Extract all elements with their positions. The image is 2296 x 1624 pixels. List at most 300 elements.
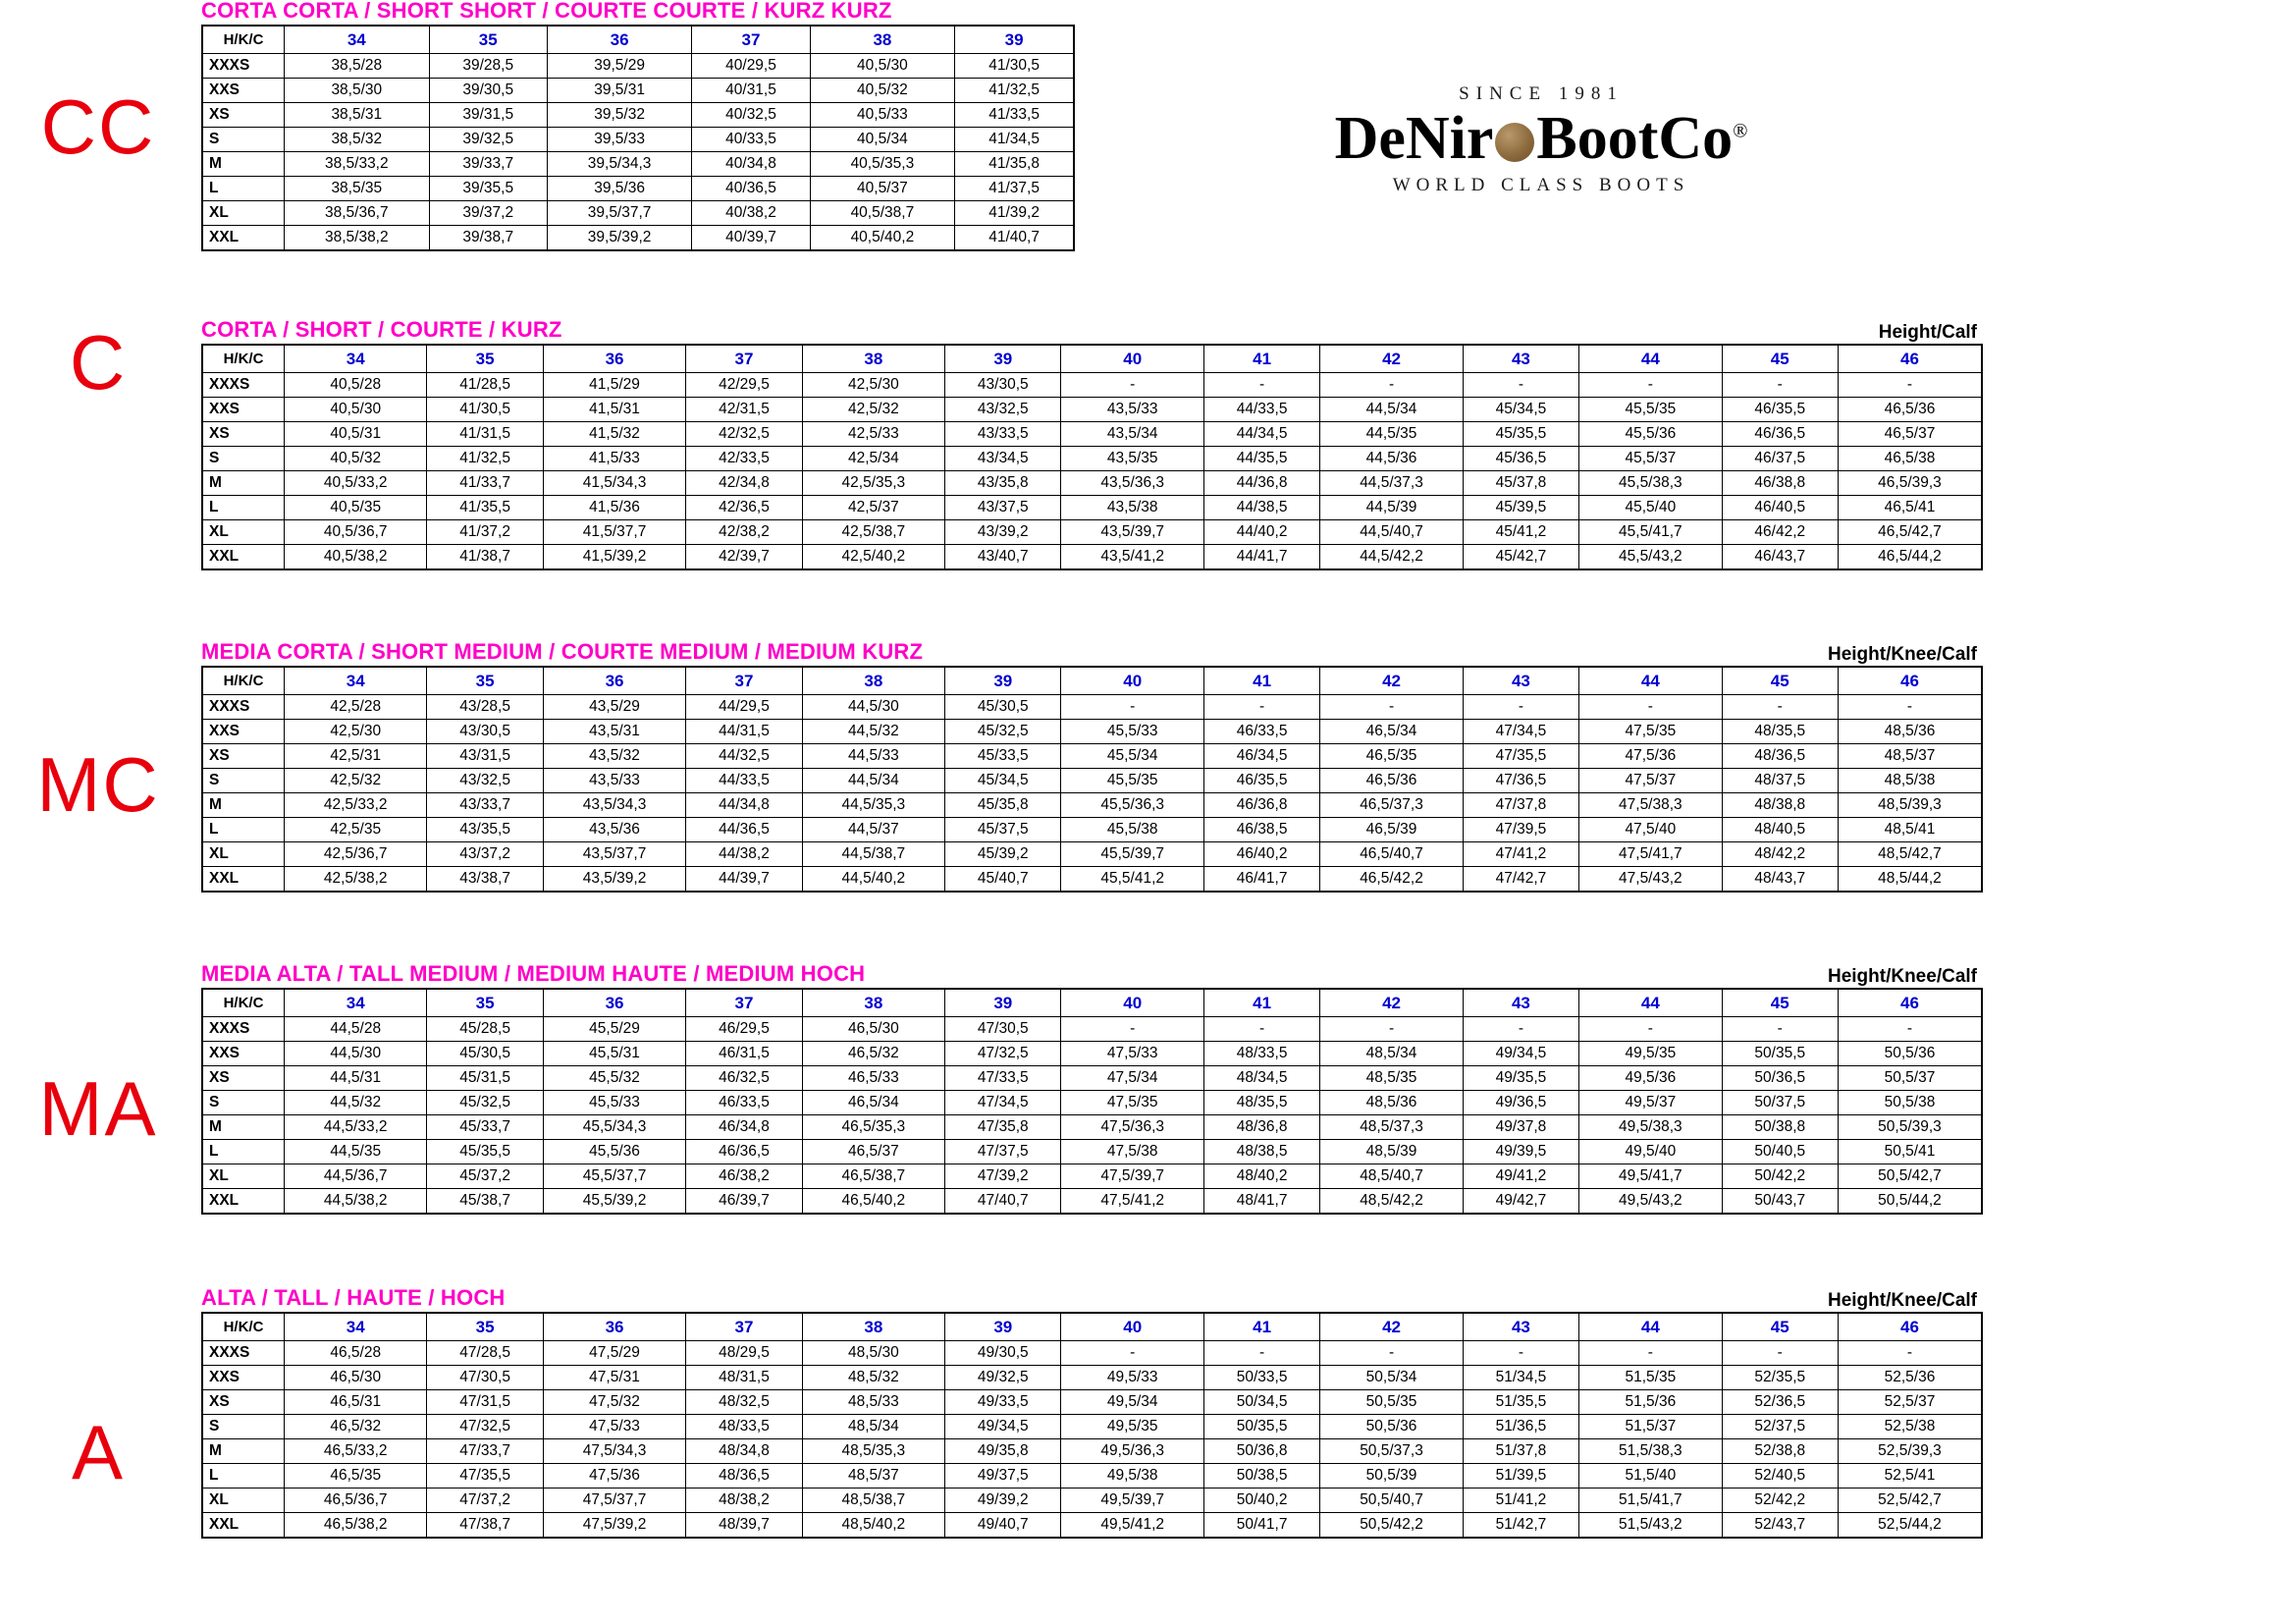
cell: 49/36,5 <box>1463 1091 1578 1115</box>
cell: 47/33,7 <box>427 1439 543 1464</box>
cell: 45,5/36,3 <box>1061 793 1203 818</box>
cell: 47/37,2 <box>427 1489 543 1513</box>
row-header-xxxs: XXXS <box>202 54 285 79</box>
cell: 39,5/39,2 <box>547 226 692 251</box>
cell: 51/35,5 <box>1463 1390 1578 1415</box>
cell: 47,5/39,2 <box>543 1513 685 1539</box>
col-header-37: 37 <box>686 345 802 373</box>
cell: 38,5/28 <box>285 54 430 79</box>
cell: 41/31,5 <box>427 422 543 447</box>
table-row <box>202 1464 1982 1489</box>
row-header-s: S <box>202 447 285 471</box>
cell: 48,5/40,2 <box>802 1513 944 1539</box>
row-header-s: S <box>202 128 285 152</box>
row-header-xxs: XXS <box>202 1366 285 1390</box>
cell: 43/38,7 <box>427 867 543 893</box>
row-header-xxs: XXS <box>202 79 285 103</box>
cell: 43/32,5 <box>945 398 1061 422</box>
cell: 43/35,5 <box>427 818 543 842</box>
cell: 46/34,8 <box>686 1115 802 1140</box>
table-header-row <box>202 667 1982 695</box>
logo-since-text: SINCE 1981 <box>1459 83 1624 104</box>
row-header-xs: XS <box>202 1066 285 1091</box>
cell: 51/42,7 <box>1463 1513 1578 1539</box>
side-label-a <box>0 1409 196 1495</box>
cell: 44/36,8 <box>1203 471 1319 496</box>
cell: 48,5/36 <box>1320 1091 1463 1115</box>
cell: 49/39,2 <box>945 1489 1061 1513</box>
cell: 40,5/37 <box>810 177 955 201</box>
cell: 50,5/44,2 <box>1838 1189 1982 1215</box>
cell: 44/39,7 <box>686 867 802 893</box>
section-alta-note: Height/Knee/Calf <box>1827 1290 1977 1311</box>
cell: 49/34,5 <box>945 1415 1061 1439</box>
cell: 46,5/41 <box>1838 496 1982 520</box>
cell: 47/33,5 <box>945 1066 1061 1091</box>
col-header-36: 36 <box>543 1313 685 1341</box>
cell: 46,5/37 <box>1838 422 1982 447</box>
col-header-39: 39 <box>945 1313 1061 1341</box>
cell: 50/43,7 <box>1722 1189 1838 1215</box>
cell: 51,5/36 <box>1579 1390 1722 1415</box>
cell: 46,5/30 <box>802 1017 944 1042</box>
row-header-m: M <box>202 1115 285 1140</box>
cell: 48/36,5 <box>1722 744 1838 769</box>
cell: 40,5/38,7 <box>810 201 955 226</box>
cell: 47,5/34,3 <box>543 1439 685 1464</box>
cell: 45,5/39,2 <box>543 1189 685 1215</box>
cell: 47,5/33 <box>543 1415 685 1439</box>
cell: 45/32,5 <box>427 1091 543 1115</box>
cell: 46,5/37 <box>802 1140 944 1164</box>
cell: 47/37,5 <box>945 1140 1061 1164</box>
cell: 40,5/35,3 <box>810 152 955 177</box>
cell: 49,5/37 <box>1579 1091 1722 1115</box>
cell: 43,5/41,2 <box>1061 545 1203 570</box>
cell: 52,5/44,2 <box>1838 1513 1982 1539</box>
cell: 42/31,5 <box>686 398 802 422</box>
table-row <box>202 1366 1982 1390</box>
section-media-corta <box>201 641 1983 893</box>
col-header-45: 45 <box>1722 1313 1838 1341</box>
cell: 44,5/35 <box>1320 422 1463 447</box>
col-header-43: 43 <box>1463 989 1578 1017</box>
table-row <box>202 1489 1982 1513</box>
cell: 45/39,5 <box>1463 496 1578 520</box>
cell: 43/28,5 <box>427 695 543 720</box>
col-header-37: 37 <box>692 26 810 54</box>
col-header-40: 40 <box>1061 1313 1203 1341</box>
cell: - <box>1203 1017 1319 1042</box>
cell: 41,5/32 <box>543 422 685 447</box>
cell: 43,5/29 <box>543 695 685 720</box>
section-corta-head <box>201 319 1983 344</box>
col-header-40: 40 <box>1061 667 1203 695</box>
cell: 48,5/39,3 <box>1838 793 1982 818</box>
cell: - <box>1579 1017 1722 1042</box>
cell: 48/31,5 <box>686 1366 802 1390</box>
cell: 45,5/41,2 <box>1061 867 1203 893</box>
cell: 41/32,5 <box>955 79 1074 103</box>
cell: 46/43,7 <box>1722 545 1838 570</box>
row-header-xxxs: XXXS <box>202 1341 285 1366</box>
cell: 47/41,2 <box>1463 842 1578 867</box>
cell: 44,5/34 <box>1320 398 1463 422</box>
cell: 44,5/37 <box>802 818 944 842</box>
cell: 51,5/40 <box>1579 1464 1722 1489</box>
cell: 39/30,5 <box>429 79 547 103</box>
cell: 47/42,7 <box>1463 867 1578 893</box>
cell: 39,5/31 <box>547 79 692 103</box>
col-header-34: 34 <box>285 667 427 695</box>
cell: 42,5/32 <box>285 769 427 793</box>
cell: 45/37,8 <box>1463 471 1578 496</box>
cell: 48,5/34 <box>802 1415 944 1439</box>
cell: 48,5/37 <box>802 1464 944 1489</box>
col-header-37: 37 <box>686 667 802 695</box>
cell: - <box>1203 695 1319 720</box>
cell: 40,5/36,7 <box>285 520 427 545</box>
col-header-44: 44 <box>1579 1313 1722 1341</box>
cell: 44,5/38,7 <box>802 842 944 867</box>
section-alta-head <box>201 1287 1983 1312</box>
col-header-37: 37 <box>686 989 802 1017</box>
cell: 43,5/36 <box>543 818 685 842</box>
cell: 38,5/32 <box>285 128 430 152</box>
table-row <box>202 867 1982 893</box>
cell: 50/38,5 <box>1203 1464 1319 1489</box>
cell: 47,5/39,7 <box>1061 1164 1203 1189</box>
table-header-row <box>202 989 1982 1017</box>
table-row <box>202 128 1074 152</box>
cell: 44,5/32 <box>285 1091 427 1115</box>
table-row <box>202 1415 1982 1439</box>
cell: 40/34,8 <box>692 152 810 177</box>
col-header-34: 34 <box>285 989 427 1017</box>
cell: 43/37,5 <box>945 496 1061 520</box>
cell: 42,5/37 <box>802 496 944 520</box>
cell: 40,5/34 <box>810 128 955 152</box>
cell: 45,5/35 <box>1579 398 1722 422</box>
cell: 49,5/33 <box>1061 1366 1203 1390</box>
cell: 47,5/36 <box>1579 744 1722 769</box>
cell: - <box>1722 695 1838 720</box>
cell: 46/33,5 <box>686 1091 802 1115</box>
cell: 43/40,7 <box>945 545 1061 570</box>
row-header-xs: XS <box>202 103 285 128</box>
cell: 49/30,5 <box>945 1341 1061 1366</box>
cell: 39/37,2 <box>429 201 547 226</box>
cell: 45/41,2 <box>1463 520 1578 545</box>
cell: 41/28,5 <box>427 373 543 398</box>
cell: 48,5/39 <box>1320 1140 1463 1164</box>
cell: 49/32,5 <box>945 1366 1061 1390</box>
col-header-34: 34 <box>285 1313 427 1341</box>
table-row <box>202 793 1982 818</box>
cell: 39/35,5 <box>429 177 547 201</box>
logo-dot-icon <box>1495 123 1534 162</box>
cell: 47,5/37 <box>1579 769 1722 793</box>
cell: 46,5/32 <box>802 1042 944 1066</box>
cell: 44/33,5 <box>1203 398 1319 422</box>
col-header-41: 41 <box>1203 345 1319 373</box>
cell: 47/32,5 <box>427 1415 543 1439</box>
cell: 47/36,5 <box>1463 769 1578 793</box>
cell: 40/29,5 <box>692 54 810 79</box>
cell: 50,5/36 <box>1320 1415 1463 1439</box>
col-header-36: 36 <box>543 989 685 1017</box>
side-label-c <box>0 319 196 406</box>
cell: 44,5/36,7 <box>285 1164 427 1189</box>
table-media-corta <box>201 666 1983 893</box>
cell: 50/40,2 <box>1203 1489 1319 1513</box>
cell: 43,5/37,7 <box>543 842 685 867</box>
cell: 47/39,5 <box>1463 818 1578 842</box>
cell: 48,5/35 <box>1320 1066 1463 1091</box>
cell: 43,5/33 <box>543 769 685 793</box>
cell: 46,5/42,7 <box>1838 520 1982 545</box>
row-header-xxl: XXL <box>202 226 285 251</box>
col-header-36: 36 <box>547 26 692 54</box>
cell: 47,5/38 <box>1061 1140 1203 1164</box>
col-header-38: 38 <box>802 345 944 373</box>
col-header-42: 42 <box>1320 667 1463 695</box>
col-header-45: 45 <box>1722 667 1838 695</box>
cell: 48/37,5 <box>1722 769 1838 793</box>
cell: 46/37,5 <box>1722 447 1838 471</box>
cell: 50/37,5 <box>1722 1091 1838 1115</box>
cell: 51/34,5 <box>1463 1366 1578 1390</box>
cell: 44,5/38,2 <box>285 1189 427 1215</box>
row-header-s: S <box>202 769 285 793</box>
section-media-alta-note: Height/Knee/Calf <box>1827 966 1977 987</box>
cell: 39,5/36 <box>547 177 692 201</box>
cell: 42/29,5 <box>686 373 802 398</box>
cell: 52,5/38 <box>1838 1415 1982 1439</box>
cell: 38,5/30 <box>285 79 430 103</box>
side-label-ma <box>0 1065 196 1152</box>
table-row <box>202 1066 1982 1091</box>
cell: - <box>1579 1341 1722 1366</box>
side-label-ma-text: MA <box>38 1065 158 1152</box>
table-row <box>202 545 1982 570</box>
side-label-mc-text: MC <box>36 741 160 828</box>
table-row <box>202 79 1074 103</box>
cell: 45/33,7 <box>427 1115 543 1140</box>
cell: 39/28,5 <box>429 54 547 79</box>
cell: 46,5/38,2 <box>285 1513 427 1539</box>
col-header-45: 45 <box>1722 989 1838 1017</box>
col-header-39: 39 <box>945 345 1061 373</box>
cell: 40/32,5 <box>692 103 810 128</box>
row-header-m: M <box>202 471 285 496</box>
cell: 46,5/39,3 <box>1838 471 1982 496</box>
cell: 41/30,5 <box>427 398 543 422</box>
cell: 50/38,8 <box>1722 1115 1838 1140</box>
cell: 46/34,5 <box>1203 744 1319 769</box>
cell: 44,5/40,7 <box>1320 520 1463 545</box>
cell: 41/32,5 <box>427 447 543 471</box>
side-label-c-text: C <box>69 319 128 406</box>
cell: 48,5/33 <box>802 1390 944 1415</box>
cell: 39/31,5 <box>429 103 547 128</box>
cell: 46,5/35 <box>285 1464 427 1489</box>
row-header-m: M <box>202 152 285 177</box>
cell: 40,5/33 <box>810 103 955 128</box>
cell: 48,5/40,7 <box>1320 1164 1463 1189</box>
cell: 48/41,7 <box>1203 1189 1319 1215</box>
cell: 47,5/38,3 <box>1579 793 1722 818</box>
cell: 43/33,7 <box>427 793 543 818</box>
cell: 44,5/32 <box>802 720 944 744</box>
cell: 50,5/42,7 <box>1838 1164 1982 1189</box>
cell: 45,5/39,7 <box>1061 842 1203 867</box>
table-row <box>202 1189 1982 1215</box>
cell: 46,5/44,2 <box>1838 545 1982 570</box>
cell: 50,5/35 <box>1320 1390 1463 1415</box>
cell: 45/31,5 <box>427 1066 543 1091</box>
cell: 49,5/36,3 <box>1061 1439 1203 1464</box>
cell: 45,5/34,3 <box>543 1115 685 1140</box>
cell: 52/42,2 <box>1722 1489 1838 1513</box>
table-corta <box>201 344 1983 570</box>
table-header-row <box>202 345 1982 373</box>
cell: 38,5/36,7 <box>285 201 430 226</box>
cell: 51,5/38,3 <box>1579 1439 1722 1464</box>
cell: 48/36,8 <box>1203 1115 1319 1140</box>
col-header-41: 41 <box>1203 1313 1319 1341</box>
cell: 49,5/35 <box>1579 1042 1722 1066</box>
cell: 42,5/28 <box>285 695 427 720</box>
cell: 43/37,2 <box>427 842 543 867</box>
cell: 46/36,5 <box>1722 422 1838 447</box>
section-media-alta-title: MEDIA ALTA / TALL MEDIUM / MEDIUM HAUTE / MEDIUM HOCH <box>201 961 866 986</box>
cell: 46,5/36,7 <box>285 1489 427 1513</box>
cell: 49/34,5 <box>1463 1042 1578 1066</box>
cell: 50,5/37,3 <box>1320 1439 1463 1464</box>
cell: 41/40,7 <box>955 226 1074 251</box>
cell: 47/30,5 <box>945 1017 1061 1042</box>
col-header-40: 40 <box>1061 345 1203 373</box>
cell: 48,5/30 <box>802 1341 944 1366</box>
cell: 47/28,5 <box>427 1341 543 1366</box>
cell: 46,5/38,7 <box>802 1164 944 1189</box>
cell: 50,5/39,3 <box>1838 1115 1982 1140</box>
cell: 44,5/35,3 <box>802 793 944 818</box>
cell: 48/38,5 <box>1203 1140 1319 1164</box>
cell: 46,5/28 <box>285 1341 427 1366</box>
cell: 51/37,8 <box>1463 1439 1578 1464</box>
cell: 47/32,5 <box>945 1042 1061 1066</box>
cell: 39/38,7 <box>429 226 547 251</box>
cell: 43,5/35 <box>1061 447 1203 471</box>
cell: - <box>1320 695 1463 720</box>
cell: 40,5/31 <box>285 422 427 447</box>
row-header-xxxs: XXXS <box>202 1017 285 1042</box>
cell: 47,5/31 <box>543 1366 685 1390</box>
cell: 47,5/35 <box>1579 720 1722 744</box>
cell: 42,5/33,2 <box>285 793 427 818</box>
cell: 49,5/40 <box>1579 1140 1722 1164</box>
cell: 49/37,8 <box>1463 1115 1578 1140</box>
section-abbreviation-column <box>0 0 196 1624</box>
cell: 42/38,2 <box>686 520 802 545</box>
table-row <box>202 1115 1982 1140</box>
section-media-alta-head <box>201 963 1983 988</box>
cell: 52/43,7 <box>1722 1513 1838 1539</box>
cell: 49/41,2 <box>1463 1164 1578 1189</box>
col-header-38: 38 <box>802 667 944 695</box>
cell: 47,5/34 <box>1061 1066 1203 1091</box>
cell: - <box>1463 695 1578 720</box>
cell: 45/35,8 <box>945 793 1061 818</box>
cell: 48,5/44,2 <box>1838 867 1982 893</box>
cell: 50/36,8 <box>1203 1439 1319 1464</box>
section-corta-corta-head <box>201 0 1085 25</box>
section-corta-title: CORTA / SHORT / COURTE / KURZ <box>201 317 562 342</box>
cell: 49,5/39,7 <box>1061 1489 1203 1513</box>
cell: 46/39,7 <box>686 1189 802 1215</box>
cell: 47/34,5 <box>945 1091 1061 1115</box>
cell: 45/30,5 <box>945 695 1061 720</box>
cell: 48/32,5 <box>686 1390 802 1415</box>
cell: 46,5/33,2 <box>285 1439 427 1464</box>
cell: 52,5/36 <box>1838 1366 1982 1390</box>
cell: 44,5/37,3 <box>1320 471 1463 496</box>
col-header-35: 35 <box>427 667 543 695</box>
cell: 50/42,2 <box>1722 1164 1838 1189</box>
cell: 45/35,5 <box>1463 422 1578 447</box>
cell: 44/38,5 <box>1203 496 1319 520</box>
cell: - <box>1203 1341 1319 1366</box>
cell: - <box>1463 373 1578 398</box>
cell: 43/30,5 <box>427 720 543 744</box>
cell: - <box>1061 1017 1203 1042</box>
col-header-38: 38 <box>802 1313 944 1341</box>
section-corta <box>201 319 1983 570</box>
cell: 48/43,7 <box>1722 867 1838 893</box>
cell: 47,5/41,2 <box>1061 1189 1203 1215</box>
cell: 48/39,7 <box>686 1513 802 1539</box>
row-header-m: M <box>202 793 285 818</box>
cell: 48/40,2 <box>1203 1164 1319 1189</box>
table-header-row <box>202 1313 1982 1341</box>
cell: 43,5/36,3 <box>1061 471 1203 496</box>
cell: 41/30,5 <box>955 54 1074 79</box>
col-header-46: 46 <box>1838 667 1982 695</box>
table-row <box>202 422 1982 447</box>
cell: 41,5/31 <box>543 398 685 422</box>
cell: 40,5/33,2 <box>285 471 427 496</box>
cell: 48/34,8 <box>686 1439 802 1464</box>
cell: 50/41,7 <box>1203 1513 1319 1539</box>
cell: 52/36,5 <box>1722 1390 1838 1415</box>
row-header-l: L <box>202 818 285 842</box>
cell: 47,5/36,3 <box>1061 1115 1203 1140</box>
cell: 41/37,2 <box>427 520 543 545</box>
cell: 47,5/33 <box>1061 1042 1203 1066</box>
cell: - <box>1463 1017 1578 1042</box>
cell: 47,5/36 <box>543 1464 685 1489</box>
cell: 52/38,8 <box>1722 1439 1838 1464</box>
cell: 44/31,5 <box>686 720 802 744</box>
row-header-l: L <box>202 1140 285 1164</box>
row-header-s: S <box>202 1091 285 1115</box>
cell: 43/32,5 <box>427 769 543 793</box>
cell: 45,5/32 <box>543 1066 685 1091</box>
cell: - <box>1838 1341 1982 1366</box>
cell: 47/37,8 <box>1463 793 1578 818</box>
